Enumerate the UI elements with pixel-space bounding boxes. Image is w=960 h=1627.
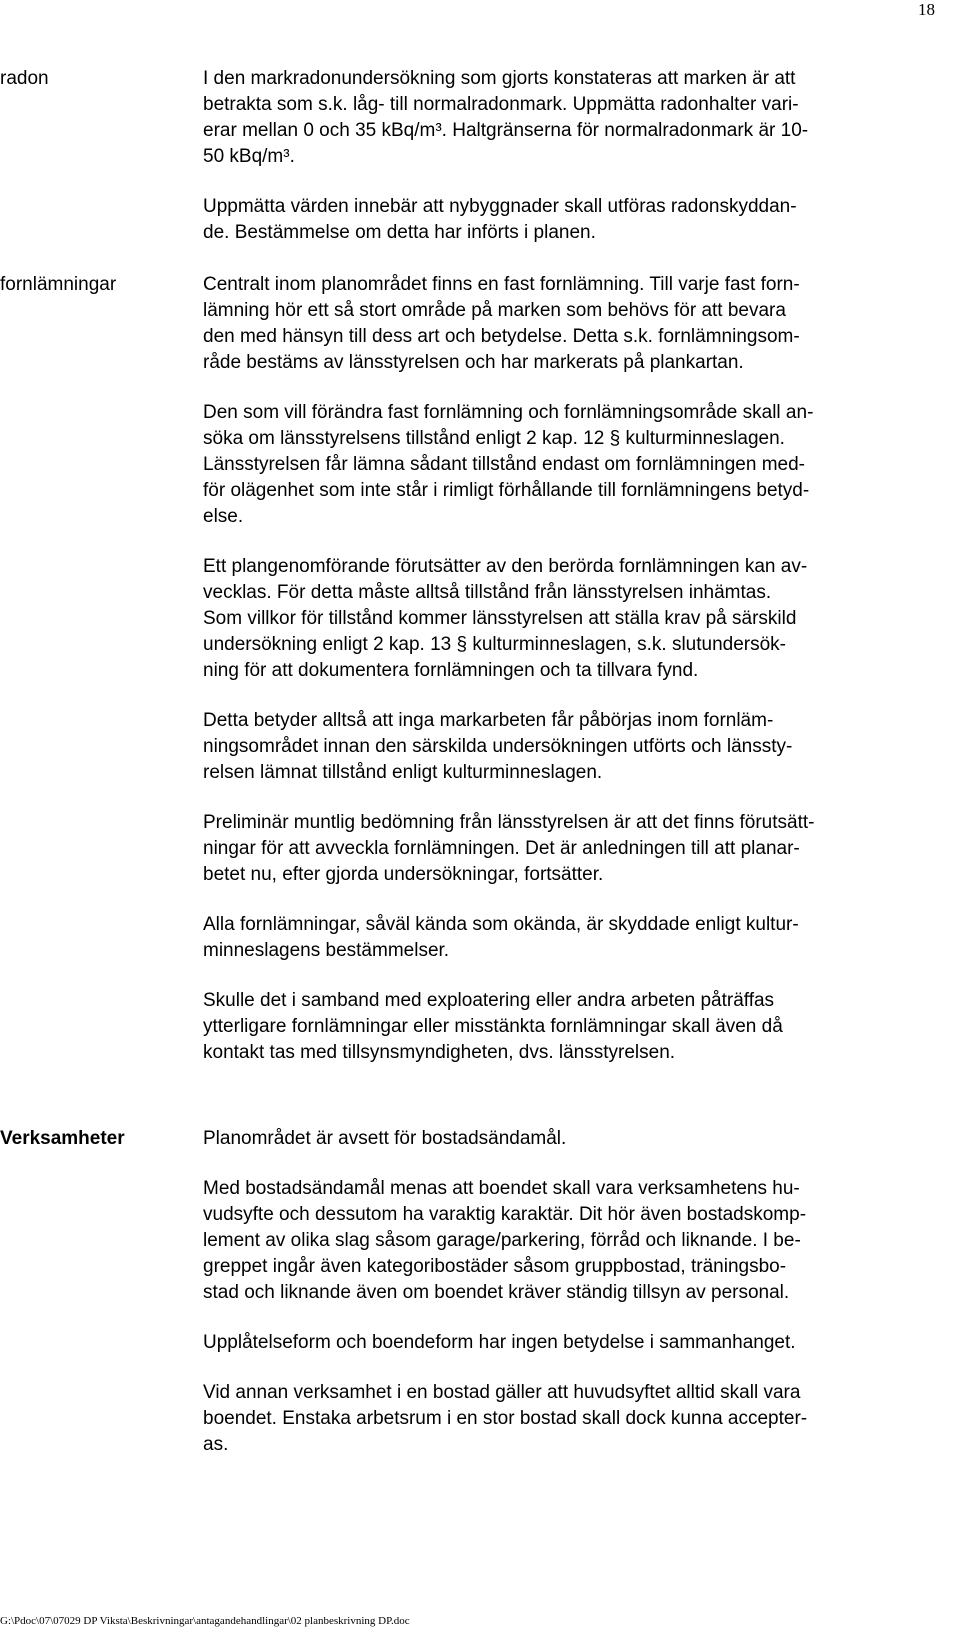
paragraph: Alla fornlämningar, såväl kända som okända, är skyddade enligt kultur- minneslagens bestämmelser. — [203, 914, 799, 961]
paragraph: Vid annan verksamhet i en bostad gäller att huvudsyftet alltid skall vara boendet. Enstaka arbetsrum i en stor bostad skall dock kunna accepter- as. — [203, 1382, 808, 1455]
section-label-fornlamningar: fornlämningar — [0, 274, 117, 295]
paragraph: Centralt inom planområdet finns en fast fornlämning. Till varje fast forn- lämning hör ett så stort område på marken som behövs för att bevara den med hänsyn till dess art och betydelse. Detta s.k. fornlämningsom- råde bestäms av länsstyrelsen och har markerats på plankartan. — [203, 274, 800, 373]
footer-file-path: G:\Pdoc\07\07029 DP Viksta\Beskrivningar\antagandehandlingar\02 planbeskrivning DP.doc — [0, 1615, 410, 1627]
paragraph: Uppmätta värden innebär att nybyggnader skall utföras radonskyddan- de. Bestämmelse om detta har införts i planen. — [203, 196, 797, 243]
paragraph: Ett plangenomförande förutsätter av den berörda fornlämningen kan av- vecklas. För detta måste alltså tillstånd från länsstyrelsen inhämtas. Som villkor för tillstånd kommer länsstyrelsen att ställa krav på särskild undersökning enligt 2 kap. 13 § kulturminneslagen, s.k. slutundersök- ning för att dokumentera fornlämningen och ta tillvara fynd. — [203, 556, 808, 681]
page-number: 18 — [918, 0, 935, 19]
paragraph: Den som vill förändra fast fornlämning och fornlämningsområde skall an- söka om länsstyrelsens tillstånd enligt 2 kap. 12 § kulturminneslagen. Länsstyrelsen får lämna sådant tillstånd endast om fornlämningen med- för olägenhet som inte står i rimligt förhållande till fornlämningens betyd- else. — [203, 402, 814, 527]
paragraph: Skulle det i samband med exploatering eller andra arbeten påträffas ytterligare fornlämningar eller misstänkta fornlämningar skall även då kontakt tas med tillsynsmyndigheten, dvs. länsstyrelsen. — [203, 990, 783, 1063]
paragraph: Preliminär muntlig bedömning från länsstyrelsen är att det finns förutsätt- ningar för att avveckla fornlämningen. Det är anledningen till att planar- betet nu, efter gjorda undersökningar, fortsätter. — [203, 812, 815, 885]
paragraph: Med bostadsändamål menas att boendet skall vara verksamhetens hu- vudsyfte och dessutom ha varaktig karaktär. Dit hör även bostadskomp- lement av olika slag såsom garage/parkering, förråd och liknande. I be- greppet ingår även kategoribostäder såsom gruppbostad, träningsbo- stad och liknande även om boendet kräver ständig tillsyn av personal. — [203, 1178, 807, 1303]
section-content-fornlamningar — [203, 272, 928, 1066]
paragraph: Detta betyder alltså att inga markarbeten får påbörjas inom fornläm- ningsområdet innan den särskilda undersökningen utförts och länssty- relsen lämnat tillstånd enligt kulturminneslagen. — [203, 710, 793, 783]
section-content-radon — [203, 66, 928, 246]
paragraph: I den markradonundersökning som gjorts konstateras att marken är att betrakta som s.k. låg- till normalradonmark. Uppmätta radonhalter vari- erar mellan 0 och 35 kBq/m³. Haltgränserna för normalradonmark är 10- 50 kBq/m³. — [203, 68, 809, 167]
paragraph: Upplåtelseform och boendeform har ingen betydelse i sammanhanget. — [203, 1332, 796, 1353]
section-label-radon: radon — [0, 68, 49, 89]
section-content-verksamheter — [203, 1126, 928, 1458]
section-label-verksamheter: Verksamheter — [0, 1128, 125, 1149]
paragraph: Planområdet är avsett för bostadsändamål. — [203, 1128, 567, 1149]
